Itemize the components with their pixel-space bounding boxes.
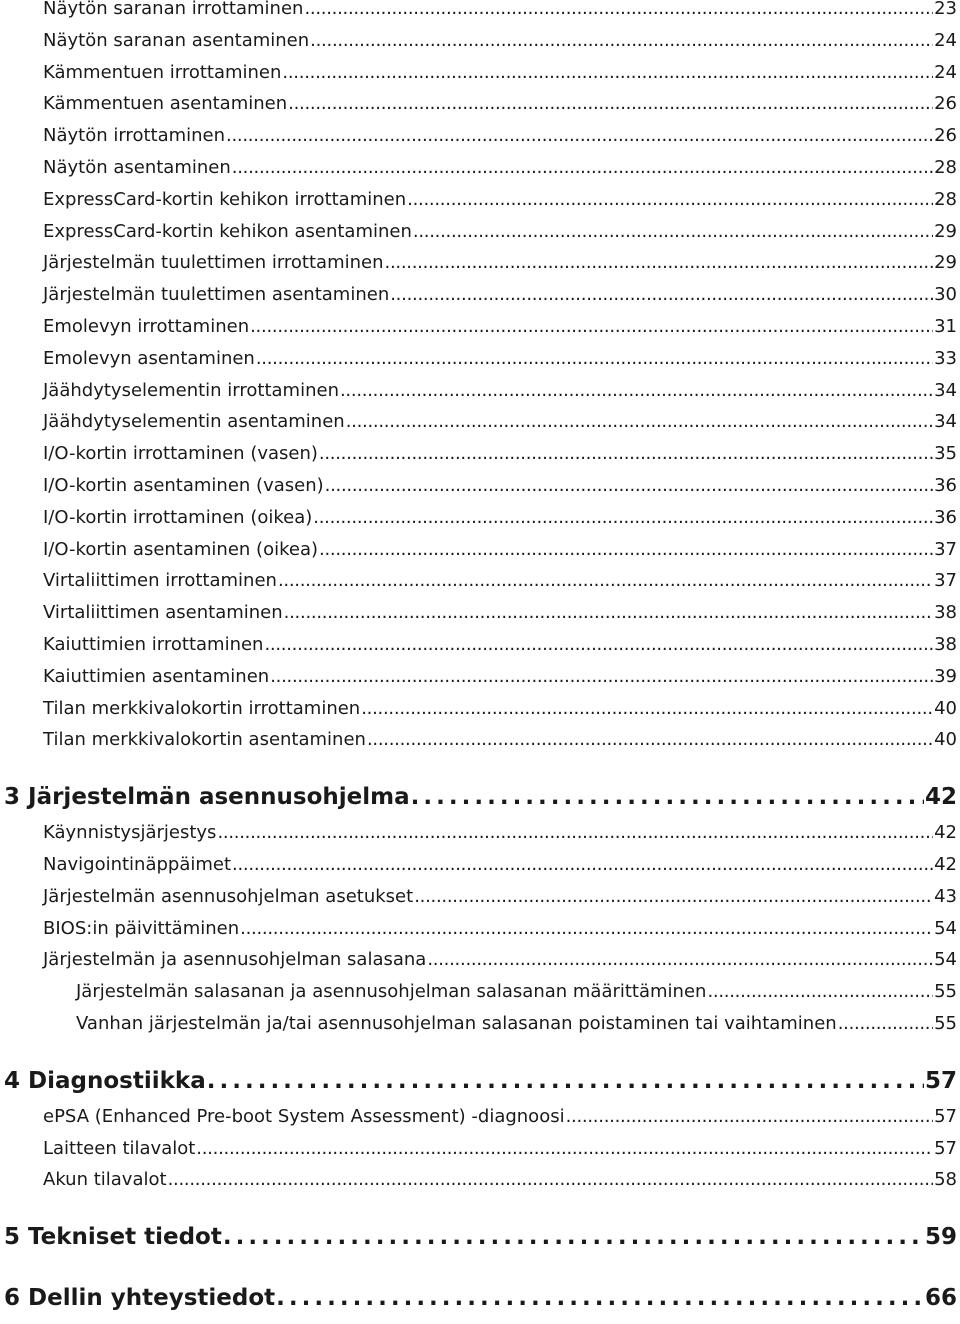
toc-entry-page-number[interactable]: 26 [934, 93, 957, 115]
dot-leader [270, 666, 933, 687]
toc-entry-label[interactable]: Virtaliittimen asentaminen [43, 602, 283, 624]
toc-chapter-entry[interactable] [0, 1285, 960, 1323]
dot-leader [367, 729, 933, 750]
toc-entry-label[interactable]: Kämmentuen irrottaminen [43, 61, 282, 83]
toc-entry-page-number[interactable]: 37 [934, 570, 957, 592]
toc-entry-page-number[interactable]: 33 [934, 347, 957, 369]
toc-entry-label[interactable]: Jäähdytyselementin asentaminen [43, 411, 345, 433]
dot-leader [168, 1169, 934, 1190]
toc-entry-page-number[interactable]: 66 [924, 1285, 957, 1312]
dot-leader [256, 348, 933, 369]
dot-leader [240, 918, 933, 939]
toc-entry-label[interactable]: 6 Dellin yhteystiedot [4, 1285, 276, 1312]
dot-leader [232, 157, 933, 178]
toc-entry-page-number[interactable]: 23 [934, 0, 957, 19]
dot-leader [288, 93, 933, 114]
toc-entry-label[interactable]: Vanhan järjestelmän ja/tai asennusohjelman salasanan poistaminen tai vaihtaminen [76, 1012, 837, 1034]
toc-entry[interactable] [0, 157, 960, 189]
toc-entry[interactable] [0, 570, 960, 602]
toc-entry-label[interactable]: ePSA (Enhanced Pre-boot System Assessment) -diagnoosi [43, 1105, 565, 1127]
toc-entry[interactable] [0, 221, 960, 253]
dot-leader [413, 221, 933, 242]
dot-leader [196, 1138, 933, 1159]
toc-entry-page-number[interactable]: 38 [934, 633, 957, 655]
toc-entry[interactable] [0, 886, 960, 918]
toc-entry-label[interactable]: Virtaliittimen irrottaminen [43, 570, 277, 592]
dot-leader [340, 380, 933, 401]
toc-entry[interactable] [0, 125, 960, 157]
toc-entry[interactable] [0, 634, 960, 666]
toc-entry-label[interactable]: I/O-kortin irrottaminen (vasen) [43, 443, 318, 465]
toc-entry-page-number[interactable]: 57 [934, 1105, 957, 1127]
toc-entry[interactable] [0, 539, 960, 571]
toc-entry-label[interactable]: Akun tilavalot [43, 1169, 167, 1191]
toc-entry[interactable] [0, 1169, 960, 1201]
toc-entry[interactable] [0, 1106, 960, 1138]
toc-entry-label[interactable]: Näytön asentaminen [43, 156, 231, 178]
toc-entry[interactable] [0, 1013, 960, 1045]
toc-chapter-entry[interactable] [0, 784, 960, 822]
toc-entry-page-number[interactable]: 28 [934, 156, 957, 178]
toc-entry-label[interactable]: I/O-kortin asentaminen (oikea) [43, 538, 318, 560]
toc-entry-label[interactable]: Järjestelmän asennusohjelman asetukset [43, 885, 414, 907]
toc-entry-label[interactable]: ExpressCard-kortin kehikon irrottaminen [43, 188, 407, 210]
toc-entry-label[interactable]: Järjestelmän salasanan ja asennusohjelman salasanan määrittäminen [76, 981, 707, 1003]
dot-leader [223, 1224, 924, 1250]
toc-entry-label[interactable]: Järjestelmän ja asennusohjelman salasana [43, 949, 427, 971]
toc-entry-label[interactable]: 4 Diagnostiikka [4, 1067, 206, 1094]
toc-entry-page-number[interactable]: 36 [934, 506, 957, 528]
dot-leader [411, 784, 924, 810]
toc-entry-page-number[interactable]: 36 [934, 474, 957, 496]
toc-entry-page-number[interactable]: 39 [934, 665, 957, 687]
toc-entry-page-number[interactable]: 26 [934, 125, 957, 147]
dot-leader [313, 507, 933, 528]
toc-entry[interactable] [0, 854, 960, 886]
toc-entry-page-number[interactable]: 42 [924, 784, 957, 811]
toc-entry[interactable] [0, 443, 960, 475]
toc-entry-label[interactable]: Tilan merkkivalokortin irrottaminen [43, 697, 361, 719]
toc-entry-label[interactable]: Näytön saranan asentaminen [43, 29, 310, 51]
dot-leader [278, 570, 933, 591]
dot-leader [390, 284, 933, 305]
dot-leader [304, 0, 933, 19]
toc-entry[interactable] [0, 30, 960, 62]
toc-entry-page-number[interactable]: 34 [934, 379, 957, 401]
toc-entry-page-number[interactable]: 58 [934, 1169, 957, 1191]
toc-entry-page-number[interactable]: 38 [934, 602, 957, 624]
toc-entry-page-number[interactable]: 35 [934, 443, 957, 465]
toc-entry-page-number[interactable]: 34 [934, 411, 957, 433]
dot-leader [838, 1013, 933, 1034]
dot-leader [276, 1285, 924, 1311]
toc-entry-label[interactable]: 3 Järjestelmän asennusohjelma [4, 784, 410, 811]
toc-entry-label[interactable]: I/O-kortin irrottaminen (oikea) [43, 506, 313, 528]
dot-leader [310, 30, 933, 51]
toc-entry[interactable] [0, 93, 960, 125]
dot-leader [346, 411, 933, 432]
dot-leader [217, 822, 933, 843]
toc-entry-page-number[interactable]: 29 [934, 220, 957, 242]
dot-leader [385, 252, 934, 273]
dot-leader [264, 634, 933, 655]
toc-entry[interactable] [0, 252, 960, 284]
toc-entry-page-number[interactable]: 29 [934, 252, 957, 274]
toc-entry-label[interactable]: Navigointinäppäimet [43, 853, 232, 875]
toc-entry[interactable] [0, 949, 960, 981]
dot-leader [319, 539, 933, 560]
dot-leader [707, 981, 933, 1002]
dot-leader [284, 602, 933, 623]
toc-entry-page-number[interactable]: 59 [924, 1224, 957, 1251]
dot-leader [319, 443, 933, 464]
dot-leader [282, 62, 933, 83]
toc-entry[interactable] [0, 62, 960, 94]
toc-entry-label[interactable]: Kaiuttimien asentaminen [43, 665, 270, 687]
toc-entry[interactable] [0, 918, 960, 950]
dot-leader [232, 854, 933, 875]
toc-entry-label[interactable]: Emolevyn asentaminen [43, 347, 255, 369]
toc-entry[interactable] [0, 602, 960, 634]
toc-entry-label[interactable]: Emolevyn irrottaminen [43, 315, 250, 337]
toc-entry-label[interactable]: I/O-kortin asentaminen (vasen) [43, 474, 324, 496]
toc-entry-page-number[interactable]: 24 [934, 61, 957, 83]
toc-entry-label[interactable]: Käynnistysjärjestys [43, 822, 217, 844]
toc-entry-page-number[interactable]: 42 [934, 853, 957, 875]
toc-entry-label[interactable]: BIOS:in päivittäminen [43, 917, 240, 939]
toc-entry-page-number[interactable]: 40 [934, 697, 957, 719]
toc-entry[interactable] [0, 729, 960, 761]
dot-leader [427, 949, 933, 970]
toc-entry-page-number[interactable]: 55 [934, 981, 957, 1003]
toc-entry-label[interactable]: ExpressCard-kortin kehikon asentaminen [43, 220, 412, 242]
toc-entry-label[interactable]: Laitteen tilavalot [43, 1137, 196, 1159]
toc-entry-page-number[interactable]: 54 [934, 917, 957, 939]
toc-entry[interactable] [0, 380, 960, 412]
toc-entry-page-number[interactable]: 57 [924, 1067, 957, 1094]
toc-entry-page-number[interactable]: 42 [934, 822, 957, 844]
toc-entry-label[interactable]: Tilan merkkivalokortin asentaminen [43, 729, 366, 751]
toc-entry[interactable] [0, 822, 960, 854]
toc-entry-label[interactable]: Kämmentuen asentaminen [43, 93, 288, 115]
toc-entry-page-number[interactable]: 37 [934, 538, 957, 560]
toc-entry[interactable] [0, 1138, 960, 1170]
toc-entry-page-number[interactable]: 55 [934, 1012, 957, 1034]
toc-entry[interactable] [0, 981, 960, 1013]
dot-leader [207, 1068, 924, 1094]
toc-entry-page-number[interactable]: 43 [934, 885, 957, 907]
toc-entry-label[interactable]: Järjestelmän tuulettimen asentaminen [43, 284, 390, 306]
toc-entry-label[interactable]: Näytön irrottaminen [43, 125, 226, 147]
toc-chapter-entry[interactable] [0, 1224, 960, 1262]
toc-entry-label[interactable]: Jäähdytyselementin irrottaminen [43, 379, 339, 401]
dot-leader [407, 189, 933, 210]
toc-entry-page-number[interactable]: 57 [934, 1137, 957, 1159]
dot-leader [361, 698, 933, 719]
toc-entry-label[interactable]: Järjestelmän tuulettimen irrottaminen [43, 252, 384, 274]
toc-entry-page-number[interactable]: 40 [934, 729, 957, 751]
toc-entry-page-number[interactable]: 24 [934, 29, 957, 51]
toc-entry[interactable] [0, 698, 960, 730]
toc-entry[interactable] [0, 316, 960, 348]
dot-leader [414, 886, 933, 907]
toc-entry[interactable] [0, 284, 960, 316]
dot-leader [325, 475, 933, 496]
toc-entry[interactable] [0, 348, 960, 380]
toc-chapter-entry[interactable] [0, 1068, 960, 1106]
toc-entry[interactable] [0, 475, 960, 507]
toc-entry[interactable] [0, 189, 960, 221]
toc-entry-page-number[interactable]: 31 [934, 315, 957, 337]
dot-leader [226, 125, 933, 146]
toc-entry-label[interactable]: 5 Tekniset tiedot [4, 1224, 222, 1251]
dot-leader [250, 316, 933, 337]
toc-entry-page-number[interactable]: 30 [934, 284, 957, 306]
toc-entry[interactable] [0, 0, 960, 30]
toc-entry[interactable] [0, 411, 960, 443]
toc-entry-label[interactable]: Näytön saranan irrottaminen [43, 0, 304, 19]
toc-entry-page-number[interactable]: 54 [934, 949, 957, 971]
toc-entry[interactable] [0, 666, 960, 698]
toc-entry-page-number[interactable]: 28 [934, 188, 957, 210]
toc-entry[interactable] [0, 507, 960, 539]
toc-entry-label[interactable]: Kaiuttimien irrottaminen [43, 633, 264, 655]
dot-leader [566, 1106, 934, 1127]
